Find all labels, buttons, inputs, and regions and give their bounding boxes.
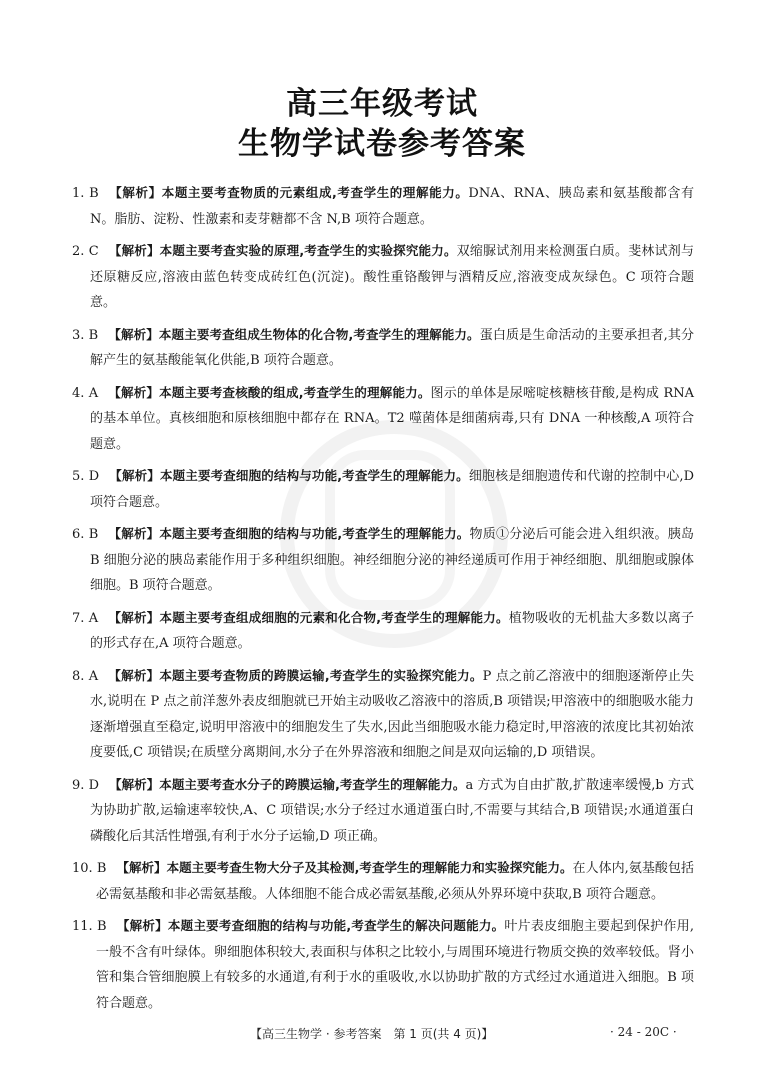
answer-text: 双缩脲试剂用来检测蛋白质。斐林试剂与还原糖反应,溶液由蓝色转变成砖红色(沉淀)。酸性重铬酸钾与酒精反应,溶液变成灰绿色。C 项符合题意。 — [90, 244, 694, 310]
answer-lead: 本题主要考查生物大分子及其检测,考查学生的理解能力和实验探究能力。 — [166, 860, 573, 875]
answer-item-4 — [72, 380, 694, 458]
page-subtitle: 生物学试卷参考答案 — [238, 126, 526, 162]
answer-item-6 — [72, 521, 694, 599]
answer-text: a 方式为自由扩散,扩散速率缓慢,b 方式为协助扩散,运输速率较快,A、C 项错误;水分子经过水通道蛋白时,不需要与其结合,B 项错误;水通道蛋白磷酸化后其活性增强,有利于水分子运输,D 项正确。 — [90, 777, 694, 844]
answer-number: 11. B — [72, 919, 107, 934]
answer-tag: 【解析】 — [108, 185, 162, 200]
answer-item-10 — [72, 855, 694, 907]
answer-number: 4. A — [72, 385, 99, 401]
answer-lead: 本题主要考查物质的跨膜运输,考查学生的实验探究能力。 — [159, 667, 483, 683]
answer-number: 2. C — [72, 244, 99, 259]
answer-text: 细胞核是细胞遗传和代谢的控制中心,D 项符合题意。 — [90, 469, 694, 510]
answer-tag: 【解析】 — [109, 468, 160, 483]
answer-lead: 本题主要考查实验的原理,考查学生的实验探究能力。 — [159, 243, 457, 258]
answer-lead: 本题主要考查水分子的跨膜运输,考查学生的理解能力。 — [159, 776, 466, 792]
answer-tag: 【解析】 — [108, 526, 160, 541]
answer-number: 6. B — [72, 527, 99, 542]
answer-text: 物质①分泌后可能会进入组织液。胰岛 B 细胞分泌的胰岛素能作用于多种组织细胞。神经细胞分泌的神经递质可作用于神经细胞、肌细胞或腺体细胞。B 项符合题意。 — [90, 527, 694, 593]
answer-tag: 【解析】 — [116, 860, 167, 875]
answer-number: 5. D — [72, 469, 100, 484]
answer-number: 8. A — [72, 668, 99, 684]
answer-lead: 本题主要考查组成细胞的元素和化合物,考查学生的理解能力。 — [159, 609, 509, 625]
footer-code: · 24 - 20C · — [610, 1025, 677, 1039]
answer-list — [72, 180, 694, 1022]
page-title: 高三年级考试 — [286, 86, 478, 122]
answer-tag: 【解析】 — [108, 243, 160, 258]
answer-number: 10. B — [72, 861, 107, 876]
answer-item-3 — [72, 322, 694, 374]
answer-tag: 【解析】 — [108, 326, 159, 342]
answer-lead: 本题主要考查物质的元素组成,考查学生的理解能力。 — [161, 185, 469, 200]
answer-item-11 — [72, 913, 694, 1016]
answer-item-2 — [72, 238, 694, 316]
answer-tag: 【解析】 — [108, 609, 160, 625]
answer-text: DNA、RNA、胰岛素和氨基酸都含有 N。脂肪、淀粉、性激素和麦芽糖都不含 N,B 项符合题意。 — [90, 186, 694, 227]
answer-tag: 【解析】 — [108, 667, 160, 683]
answer-text: 叶片表皮细胞主要起到保护作用,一般不含有叶绿体。卵细胞体积较大,表面积与体积之比较小,与周围环境进行物质交换的效率较低。肾小管和集合管细胞膜上有较多的水通道,有利于水的重吸收,水以协助扩散的方式经过水通道进入细胞。B 项符合题意。 — [96, 919, 694, 1011]
answer-tag: 【解析】 — [108, 384, 160, 400]
answer-item-5 — [72, 463, 694, 515]
answer-item-7 — [72, 605, 694, 657]
answer-item-9 — [72, 772, 694, 850]
answer-number: 9. D — [72, 777, 100, 793]
answer-item-8 — [72, 663, 694, 766]
answer-lead: 本题主要考查细胞的结构与功能,考查学生的解决问题能力。 — [167, 918, 505, 933]
answer-tag: 【解析】 — [116, 918, 168, 933]
answer-number: 1. B — [72, 186, 99, 201]
answer-text: 蛋白质是生命活动的主要承担者,其分解产生的氨基酸能氧化供能,B 项符合题意。 — [90, 327, 695, 368]
answer-lead: 本题主要考查细胞的结构与功能,考查学生的理解能力。 — [159, 526, 470, 541]
answer-lead: 本题主要考查核酸的组成,考查学生的理解能力。 — [159, 384, 431, 400]
answer-tag: 【解析】 — [109, 776, 160, 792]
answer-lead: 本题主要考查组成生物体的化合物,考查学生的理解能力。 — [158, 326, 480, 342]
answer-text: P 点之前乙溶液中的细胞逐渐停止失水,说明在 P 点之前洋葱外表皮细胞就已开始主动吸收乙溶液中的溶质,B 项错误;甲溶液中的细胞吸水能力逐渐增强直至稳定,说明甲溶液中的细胞发生了失水,因此当细胞吸水能力稳定时,甲溶液的浓度比其初始浓度要低,C 项错误;在质壁分离期间,水分子在外界溶液和细胞之间是双向运输的,D 项错误。 — [90, 668, 694, 760]
answer-number: 3. B — [72, 327, 99, 343]
answer-number: 7. A — [72, 610, 99, 626]
answer-text: 在人体内,氨基酸包括必需氨基酸和非必需氨基酸。人体细胞不能合成必需氨基酸,必须从外界环境中获取,B 项符合题意。 — [96, 861, 694, 902]
answer-text: 植物吸收的无机盐大多数以离子的形式存在,A 项符合题意。 — [90, 610, 694, 651]
answer-item-1 — [72, 180, 694, 232]
footer-page-info: 【高三生物学 · 参考答案 第 1 页(共 4 页)】 — [250, 1027, 494, 1041]
answer-text: 图示的单体是尿嘧啶核糖核苷酸,是构成 RNA 的基本单位。真核细胞和原核细胞中都存在 RNA。T2 噬菌体是细菌病毒,只有 DNA 一种核酸,A 项符合题意。 — [90, 385, 694, 452]
answer-lead: 本题主要考查细胞的结构与功能,考查学生的理解能力。 — [159, 468, 469, 483]
page-footer — [0, 1025, 764, 1047]
